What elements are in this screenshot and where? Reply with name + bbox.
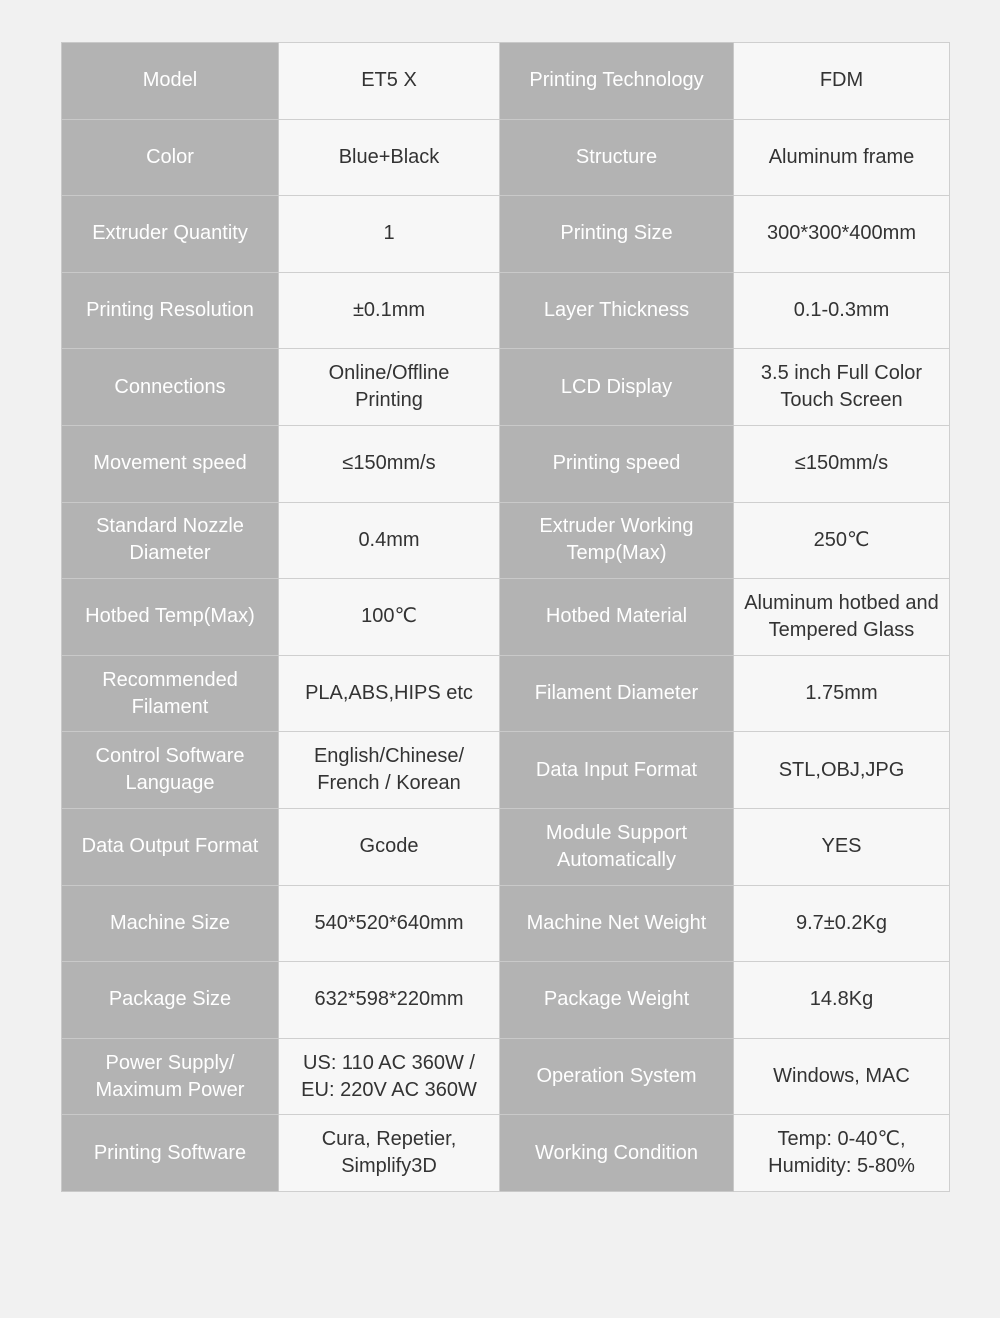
table-row: [62, 43, 950, 120]
spec-table-body: [62, 43, 950, 1192]
table-row: [62, 349, 950, 426]
spec-label: Layer Thickness: [500, 272, 734, 349]
spec-label: Hotbed Temp(Max): [62, 579, 279, 656]
spec-label: Connections: [62, 349, 279, 426]
spec-value: Aluminum frame: [734, 119, 950, 196]
spec-value: Aluminum hotbed and Tempered Glass: [734, 579, 950, 656]
spec-value: 1.75mm: [734, 655, 950, 732]
table-row: [62, 962, 950, 1039]
spec-value: US: 110 AC 360W / EU: 220V AC 360W: [279, 1038, 500, 1115]
spec-label: Data Input Format: [500, 732, 734, 809]
spec-label: Data Output Format: [62, 808, 279, 885]
spec-value: Windows, MAC: [734, 1038, 950, 1115]
spec-label: Machine Size: [62, 885, 279, 962]
table-row: [62, 1038, 950, 1115]
spec-value: English/Chinese/ French / Korean: [279, 732, 500, 809]
table-row: [62, 119, 950, 196]
spec-label: Machine Net Weight: [500, 885, 734, 962]
spec-value: Online/Offline Printing: [279, 349, 500, 426]
spec-label: Standard Nozzle Diameter: [62, 502, 279, 579]
table-row: [62, 502, 950, 579]
table-row: [62, 1115, 950, 1192]
spec-label: Recommended Filament: [62, 655, 279, 732]
spec-value: 100℃: [279, 579, 500, 656]
spec-label: Printing Technology: [500, 43, 734, 120]
spec-table: [61, 42, 950, 1192]
spec-value: 14.8Kg: [734, 962, 950, 1039]
spec-value: 250℃: [734, 502, 950, 579]
spec-label: Color: [62, 119, 279, 196]
table-row: [62, 579, 950, 656]
spec-label: Extruder Quantity: [62, 196, 279, 273]
spec-value: 632*598*220mm: [279, 962, 500, 1039]
spec-label: Structure: [500, 119, 734, 196]
spec-label: Filament Diameter: [500, 655, 734, 732]
spec-label: Printing Resolution: [62, 272, 279, 349]
spec-label: Power Supply/ Maximum Power: [62, 1038, 279, 1115]
spec-value: 9.7±0.2Kg: [734, 885, 950, 962]
table-row: [62, 885, 950, 962]
table-row: [62, 808, 950, 885]
spec-value: 1: [279, 196, 500, 273]
spec-label: Control Software Language: [62, 732, 279, 809]
spec-value: ET5 X: [279, 43, 500, 120]
spec-value: ≤150mm/s: [279, 425, 500, 502]
spec-value: ≤150mm/s: [734, 425, 950, 502]
spec-label: Printing Size: [500, 196, 734, 273]
spec-value: STL,OBJ,JPG: [734, 732, 950, 809]
spec-value: 540*520*640mm: [279, 885, 500, 962]
spec-label: Movement speed: [62, 425, 279, 502]
spec-value: 3.5 inch Full Color Touch Screen: [734, 349, 950, 426]
spec-label: Extruder Working Temp(Max): [500, 502, 734, 579]
table-row: [62, 732, 950, 809]
spec-label: Printing speed: [500, 425, 734, 502]
spec-value: FDM: [734, 43, 950, 120]
table-row: [62, 196, 950, 273]
spec-value: 0.1-0.3mm: [734, 272, 950, 349]
spec-value: Gcode: [279, 808, 500, 885]
spec-label: Module Support Automatically: [500, 808, 734, 885]
spec-value: YES: [734, 808, 950, 885]
spec-label: Operation System: [500, 1038, 734, 1115]
spec-label: Model: [62, 43, 279, 120]
spec-label: Printing Software: [62, 1115, 279, 1192]
spec-value: Temp: 0-40℃, Humidity: 5-80%: [734, 1115, 950, 1192]
spec-label: LCD Display: [500, 349, 734, 426]
spec-label: Hotbed Material: [500, 579, 734, 656]
spec-label: Package Weight: [500, 962, 734, 1039]
spec-value: 0.4mm: [279, 502, 500, 579]
table-row: [62, 655, 950, 732]
table-row: [62, 425, 950, 502]
spec-value: 300*300*400mm: [734, 196, 950, 273]
spec-value: Blue+Black: [279, 119, 500, 196]
table-row: [62, 272, 950, 349]
spec-label: Working Condition: [500, 1115, 734, 1192]
spec-value: PLA,ABS,HIPS etc: [279, 655, 500, 732]
spec-value: ±0.1mm: [279, 272, 500, 349]
spec-label: Package Size: [62, 962, 279, 1039]
spec-value: Cura, Repetier, Simplify3D: [279, 1115, 500, 1192]
